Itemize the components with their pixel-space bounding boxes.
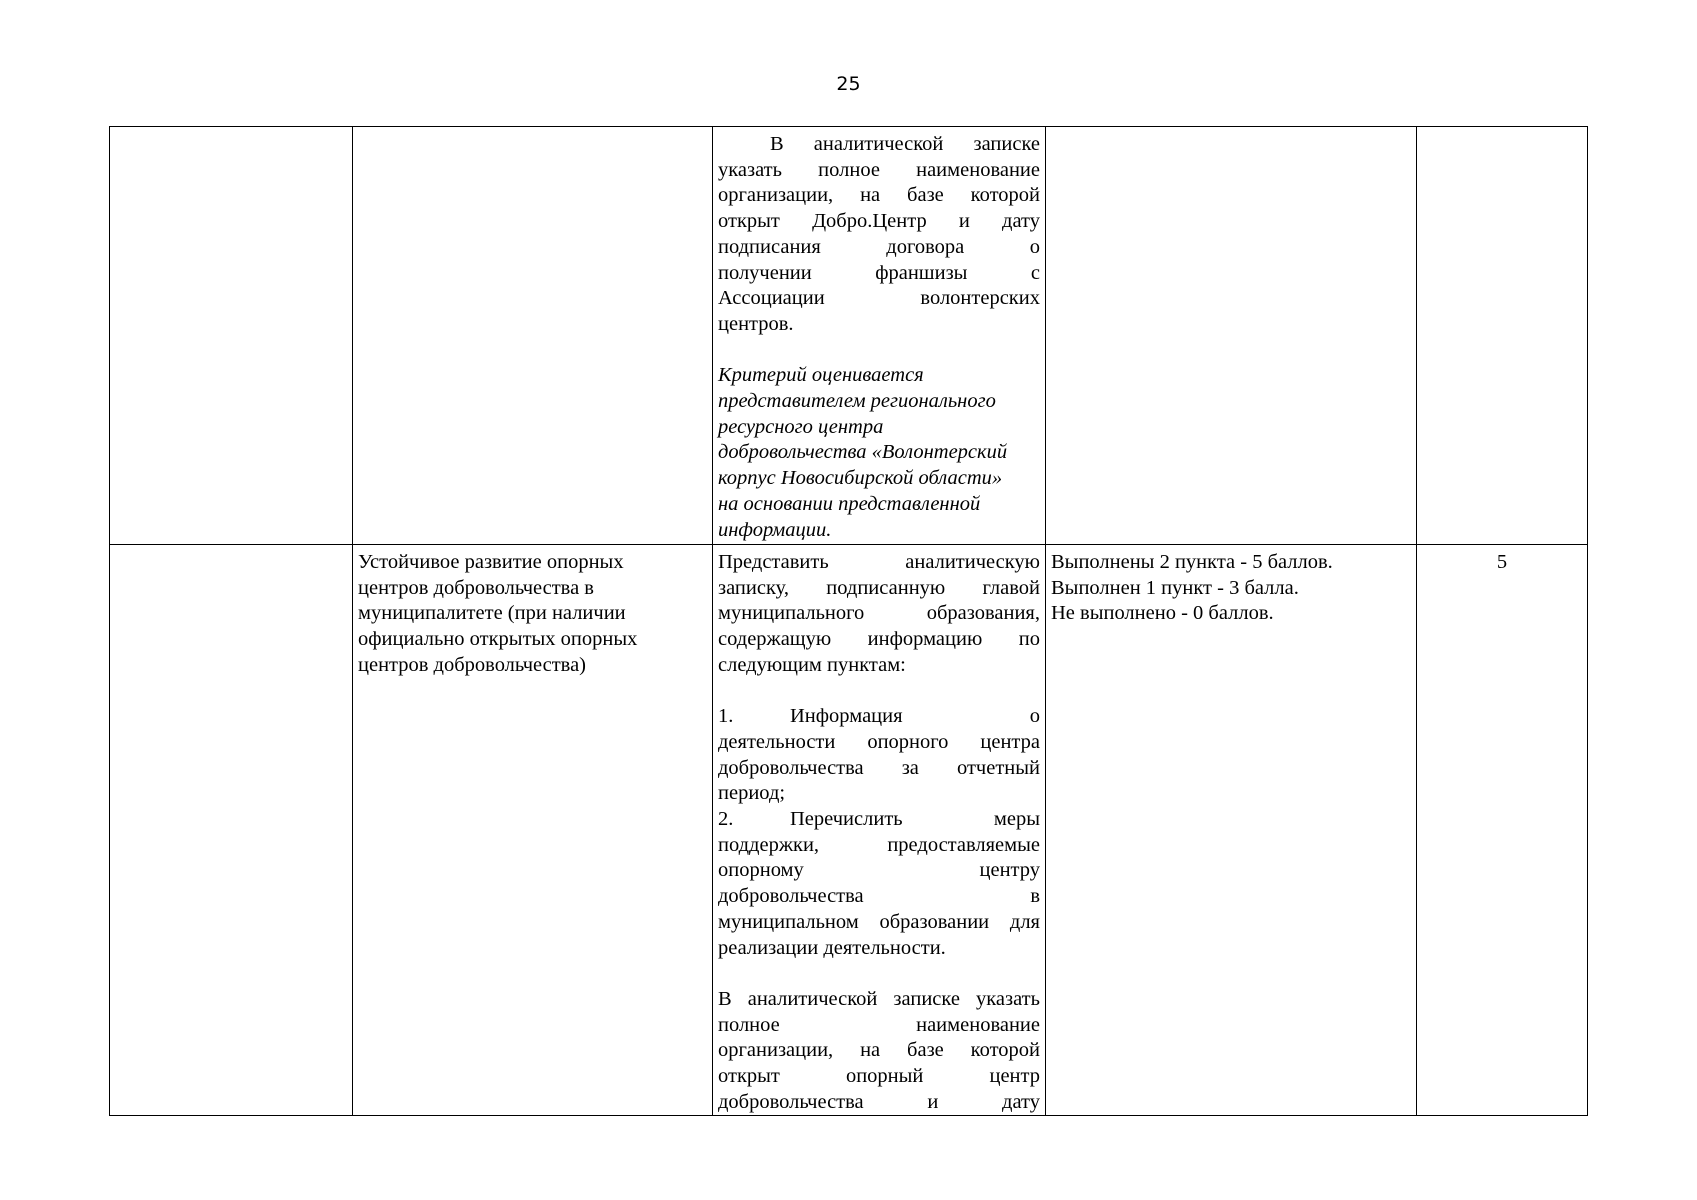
text-line: получении франшизы с [718, 261, 1040, 284]
text-line: Критерий оценивается [718, 364, 924, 387]
criterion-cell [353, 545, 713, 1116]
criterion-text: центров добровольчества в [358, 576, 594, 599]
empty-cell [110, 127, 353, 545]
requirements-intro [718, 550, 1040, 679]
text-line: следующим пунктам: [718, 653, 906, 676]
requirements-cell [713, 127, 1046, 545]
text-line: открыт опорный центр [718, 1065, 1040, 1088]
text-line: добровольчества «Волонтерский [718, 441, 1008, 464]
scoring-cell [1046, 545, 1417, 1116]
scoring-cell [1046, 127, 1417, 545]
criterion-text: муниципалитете (при наличии [358, 602, 626, 625]
text-line: добровольчества за отчетный [718, 756, 1040, 779]
criterion-text: Устойчивое развитие опорных [358, 551, 624, 573]
requirements-cell [713, 545, 1046, 1116]
text-line: опорному центру [718, 859, 1040, 882]
text-line: организации, на базе которой [718, 184, 1040, 207]
max-score-value: 5 [1496, 551, 1508, 573]
text-line: Информация о [790, 705, 1040, 728]
text-line: информации. [718, 518, 832, 541]
item-number: 2. [718, 808, 734, 831]
text-line: добровольчества в [718, 885, 1040, 908]
text-line: ресурсного центра [718, 415, 884, 438]
evaluation-note [718, 363, 1040, 543]
text-line: период; [718, 782, 786, 805]
text-line: добровольчества и дату [718, 1090, 1040, 1113]
text-line: открыт Добро.Центр и дату [718, 210, 1040, 233]
text-line: муниципальном образовании для [718, 910, 1040, 933]
requirements-final [718, 987, 1040, 1116]
max-score-cell [1417, 545, 1588, 1116]
table-row [110, 127, 1588, 545]
criterion-text: центров добровольчества) [358, 653, 587, 676]
text-line: поддержки, предоставляемые [718, 833, 1040, 856]
text-line: представителем регионального [718, 390, 996, 413]
text-line: корпус Новосибирской области» [718, 467, 1003, 490]
scoring-line: Выполнены 2 пункта - 5 баллов. [1051, 551, 1333, 573]
text-line: В аналитической записке указать [718, 987, 1040, 1010]
table-row [110, 545, 1588, 1116]
text-line: записку, подписанную главой [718, 576, 1040, 599]
text-line: деятельности опорного центра [718, 730, 1040, 753]
text-line: Ассоциации волонтерских [718, 287, 1040, 310]
page-number: 25 [836, 73, 861, 95]
max-score-cell [1417, 127, 1588, 545]
requirement-item-1 [718, 704, 1040, 807]
text-line: реализации деятельности. [718, 936, 946, 959]
criteria-table [109, 126, 1588, 1116]
text-line: муниципального образования, [718, 602, 1040, 625]
criterion-cell [353, 127, 713, 545]
text-line: центров. [718, 312, 794, 335]
text-line: Перечислить меры [790, 808, 1040, 831]
item-number: 1. [718, 705, 734, 728]
text-line: подписания договора о [718, 235, 1040, 258]
empty-cell [110, 545, 353, 1116]
requirement-item-2 [718, 807, 1040, 961]
text-line: полное наименование [718, 1013, 1040, 1036]
text-line: указать полное наименование [718, 158, 1040, 181]
text-line: Представить аналитическую [718, 551, 1040, 573]
text-line: содержащую информацию по [718, 628, 1040, 651]
scoring-line: Не выполнено - 0 баллов. [1051, 602, 1274, 625]
text-line: В аналитической записке [770, 133, 1040, 155]
text-line: организации, на базе которой [718, 1039, 1040, 1062]
criterion-text: официально открытых опорных [358, 628, 638, 651]
text-line: на основании представленной [718, 492, 981, 515]
scoring-line: Выполнен 1 пункт - 3 балла. [1051, 576, 1299, 599]
requirements-paragraph [718, 132, 1040, 338]
